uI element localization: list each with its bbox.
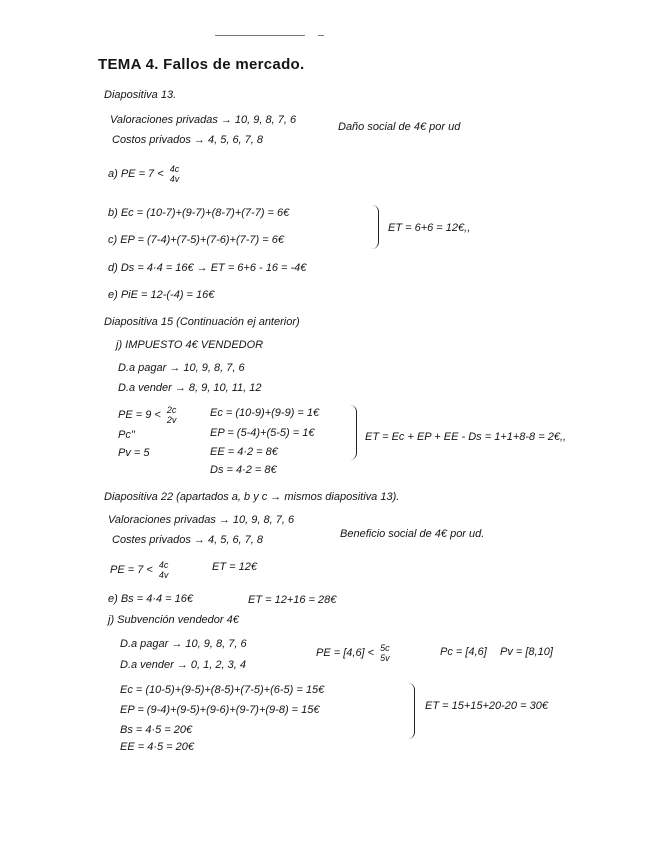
answer-b: b) Ec = (10-7)+(9-7)+(8-7)+(7-7) = 6€	[108, 207, 290, 219]
qty-v: 4v	[169, 174, 180, 184]
answer-a	[108, 164, 179, 184]
seller-price: Pv = 5	[118, 447, 150, 459]
costes-line: Costes privados → 4, 5, 6, 7, 8	[112, 534, 264, 546]
answer-d: d) Ds = 4·4 = 16€ → ET = 6+6 - 16 = -4€	[108, 262, 307, 274]
supply-line: D.a vender → 0, 1, 2, 3, 4	[120, 659, 246, 671]
brace	[350, 405, 357, 460]
brace	[372, 205, 379, 249]
qty-c: 5c	[380, 643, 390, 653]
qty-v: 4v	[158, 570, 169, 580]
ds-line: Ds = 4·2 = 8€	[210, 464, 277, 476]
answer-c: c) EP = (7-4)+(7-5)+(7-6)+(7-7) = 6€	[108, 234, 284, 246]
header-rule	[215, 35, 305, 36]
answer-j: j) Subvención vendedor 4€	[108, 614, 239, 626]
answer-e: e) PiE = 12-(-4) = 16€	[108, 289, 215, 301]
equilibrium-price	[118, 405, 176, 425]
valoraciones-line: Valoraciones privadas → 10, 9, 8, 7, 6	[110, 114, 297, 126]
section-heading: Diapositiva 15 (Continuación ej anterior)	[104, 316, 300, 328]
ec-line: Ec = (10-5)+(9-5)+(8-5)+(7-5)+(6-5) = 15€	[120, 684, 325, 696]
answer-e-total: ET = 12+16 = 28€	[248, 594, 337, 606]
seller-price: Pv = [8,10]	[500, 646, 553, 658]
total-surplus: ET = 6+6 = 12€,,	[388, 222, 471, 234]
section-heading: Diapositiva 13.	[104, 89, 177, 101]
equilibrium-price	[110, 560, 168, 580]
ee-line: EE = 4·5 = 20€	[120, 741, 194, 753]
quantity-split	[380, 643, 390, 663]
pe-text: PE = 7 <	[110, 563, 153, 576]
costos-line: Costos privados → 4, 5, 6, 7, 8	[112, 134, 264, 146]
ep-line: EP = (5-4)+(5-5) = 1€	[210, 427, 315, 439]
bs-line: Bs = 4·5 = 20€	[120, 724, 193, 736]
pe-text: PE = 9 <	[118, 408, 161, 421]
demand-line: D.a pagar → 10, 9, 8, 7, 6	[118, 362, 245, 374]
header-dash	[318, 35, 324, 36]
page-title: TEMA 4. Fallos de mercado.	[98, 56, 305, 73]
ec-line: Ec = (10-9)+(9-9) = 1€	[210, 407, 320, 419]
quantity-split	[159, 560, 169, 580]
section-heading: Diapositiva 22 (apartados a, b y c → mismos diapositiva 13).	[104, 491, 400, 503]
qty-c: 2c	[166, 405, 177, 415]
note: Daño social de 4€ por ud	[338, 121, 461, 133]
qty-c: 4c	[169, 164, 180, 174]
pe-text: PE = [4,6] <	[316, 646, 375, 659]
answer-e: e) Bs = 4·4 = 16€	[108, 593, 193, 605]
qty-v: 2v	[166, 415, 177, 425]
valoraciones-line: Valoraciones privadas → 10, 9, 8, 7, 6	[108, 514, 295, 526]
ee-line: EE = 4·2 = 8€	[210, 446, 278, 458]
quantity-split	[170, 164, 180, 184]
answer-a-text: a) PE = 7 <	[108, 167, 164, 180]
total-surplus-1: ET = 12€	[212, 561, 257, 573]
equilibrium-price-2	[316, 643, 390, 663]
total-surplus: ET = 15+15+20-20 = 30€	[425, 700, 548, 712]
answer-j: j) IMPUESTO 4€ VENDEDOR	[116, 339, 264, 351]
total-surplus: ET = Ec + EP + EE - Ds = 1+1+8-8 = 2€,,	[365, 431, 567, 443]
quantity-split	[167, 405, 177, 425]
demand-line: D.a pagar → 10, 9, 8, 7, 6	[120, 638, 247, 650]
consumer-price: Pc = [4,6]	[440, 646, 487, 658]
qty-v: 5v	[380, 653, 390, 663]
consumer-price: Pc"	[118, 429, 135, 441]
supply-line: D.a vender → 8, 9, 10, 11, 12	[118, 382, 262, 394]
ep-line: EP = (9-4)+(9-5)+(9-6)+(9-7)+(9-8) = 15€	[120, 704, 320, 716]
note: Beneficio social de 4€ por ud.	[340, 528, 485, 540]
brace	[408, 683, 415, 739]
qty-c: 4c	[158, 560, 169, 570]
